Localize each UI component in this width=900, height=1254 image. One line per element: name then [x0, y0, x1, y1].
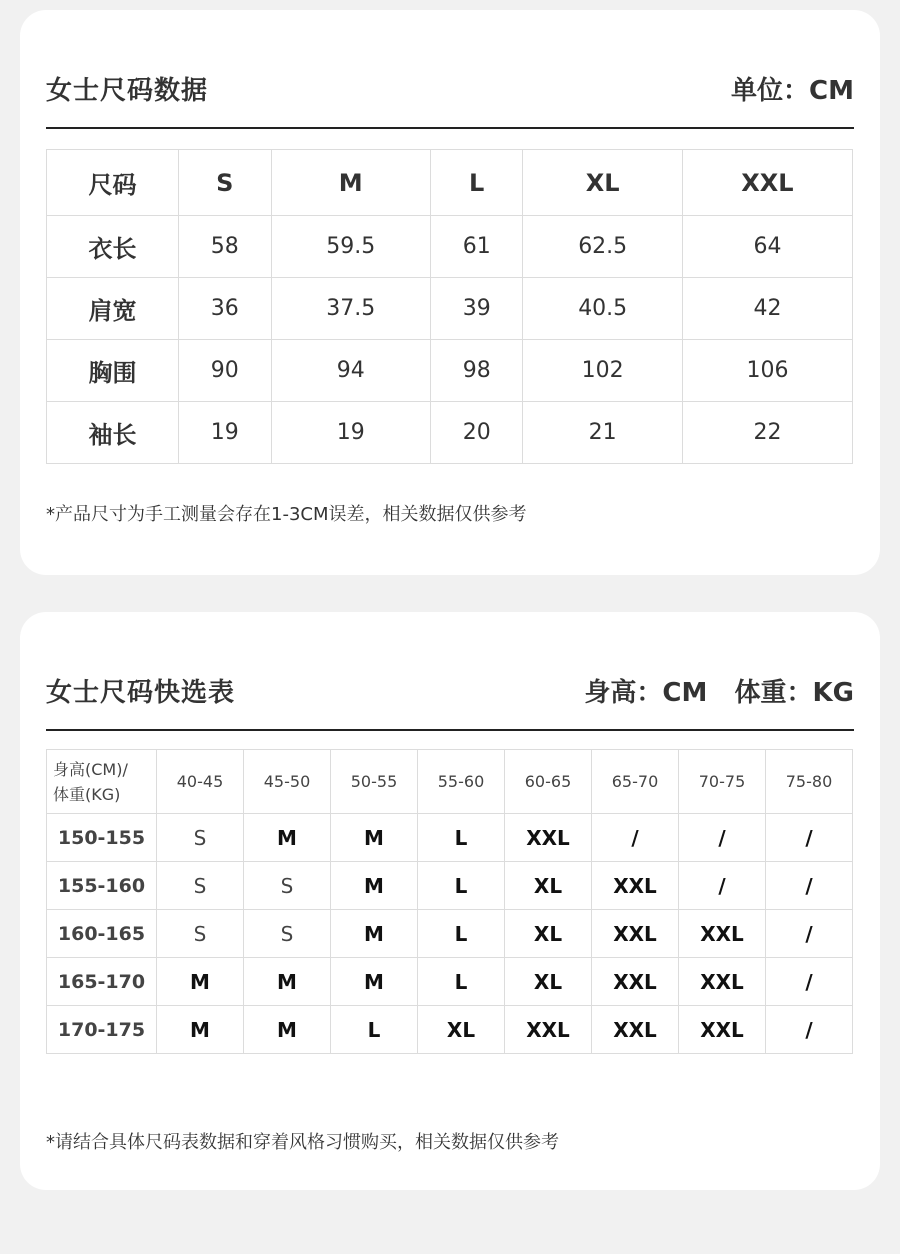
- header-divider: [46, 729, 854, 731]
- header-cell: 尺码: [47, 150, 179, 216]
- size-cell: XXL: [679, 958, 766, 1006]
- size-data-title: 女士尺码数据: [46, 76, 209, 106]
- table-row: [47, 340, 853, 402]
- table-row: [47, 278, 853, 340]
- table-cell: 94: [271, 340, 430, 402]
- table-row: [47, 1006, 853, 1054]
- size-cell: S: [157, 910, 244, 958]
- table-row: [47, 958, 853, 1006]
- size-cell: /: [766, 862, 853, 910]
- size-cell: M: [244, 814, 331, 862]
- size-data-table: [46, 149, 853, 464]
- table-cell: 22: [682, 402, 852, 464]
- size-cell: M: [157, 1006, 244, 1054]
- size-cell: M: [157, 958, 244, 1006]
- size-cell: L: [418, 910, 505, 958]
- table-cell: 61: [430, 216, 523, 278]
- corner-weight-label: 体重(KG): [53, 784, 121, 804]
- table-cell: 37.5: [271, 278, 430, 340]
- corner-height-label: 身高(CM)/: [53, 759, 128, 779]
- height-label: 170-175: [47, 1006, 157, 1054]
- table-cell: 106: [682, 340, 852, 402]
- weight-header: 70-75: [679, 750, 766, 814]
- size-cell: /: [766, 910, 853, 958]
- size-cell: /: [766, 1006, 853, 1054]
- table-cell: 59.5: [271, 216, 430, 278]
- size-cell: S: [157, 862, 244, 910]
- size-cell: S: [244, 910, 331, 958]
- weight-header: 60-65: [505, 750, 592, 814]
- size-cell: M: [331, 958, 418, 1006]
- header-cell: L: [430, 150, 523, 216]
- table-cell: 21: [523, 402, 682, 464]
- table-cell: 20: [430, 402, 523, 464]
- size-cell: S: [244, 862, 331, 910]
- size-cell: /: [592, 814, 679, 862]
- table-cell: 90: [179, 340, 272, 402]
- size-cell: XXL: [679, 1006, 766, 1054]
- quick-size-table: [46, 749, 853, 1054]
- size-cell: L: [418, 862, 505, 910]
- size-cell: XL: [418, 1006, 505, 1054]
- table-row: [47, 814, 853, 862]
- quick-size-note: *请结合具体尺码表数据和穿着风格习惯购买，相关数据仅供参考: [46, 1132, 559, 1153]
- table-cell: 19: [179, 402, 272, 464]
- table-cell: 64: [682, 216, 852, 278]
- table-cell: 58: [179, 216, 272, 278]
- row-label: 袖长: [47, 402, 179, 464]
- size-cell: /: [766, 958, 853, 1006]
- size-cell: /: [679, 814, 766, 862]
- size-cell: L: [418, 814, 505, 862]
- size-cell: M: [331, 862, 418, 910]
- row-label: 肩宽: [47, 278, 179, 340]
- size-cell: XXL: [592, 910, 679, 958]
- size-cell: /: [679, 862, 766, 910]
- header-divider: [46, 127, 854, 129]
- table-row: [47, 216, 853, 278]
- table-row: [47, 910, 853, 958]
- table-cell: 62.5: [523, 216, 682, 278]
- weight-header: 50-55: [331, 750, 418, 814]
- weight-header: 40-45: [157, 750, 244, 814]
- corner-cell: [47, 750, 157, 814]
- size-cell: XXL: [592, 958, 679, 1006]
- size-cell: M: [331, 814, 418, 862]
- size-cell: S: [157, 814, 244, 862]
- size-cell: XL: [505, 958, 592, 1006]
- size-cell: XXL: [679, 910, 766, 958]
- size-cell: XXL: [505, 814, 592, 862]
- size-cell: XL: [505, 862, 592, 910]
- table-header-row: [47, 750, 853, 814]
- weight-header: 45-50: [244, 750, 331, 814]
- table-cell: 98: [430, 340, 523, 402]
- table-row: [47, 862, 853, 910]
- height-label: 165-170: [47, 958, 157, 1006]
- table-cell: 40.5: [523, 278, 682, 340]
- size-cell: XXL: [505, 1006, 592, 1054]
- table-cell: 42: [682, 278, 852, 340]
- header-cell: M: [271, 150, 430, 216]
- height-label: 155-160: [47, 862, 157, 910]
- weight-header: 75-80: [766, 750, 853, 814]
- quick-size-title: 女士尺码快选表: [46, 678, 236, 708]
- size-cell: L: [331, 1006, 418, 1054]
- size-cell: M: [331, 910, 418, 958]
- size-cell: M: [244, 958, 331, 1006]
- header-cell: XXL: [682, 150, 852, 216]
- quick-size-unit: 身高：CM 体重：KG: [584, 678, 854, 708]
- size-cell: L: [418, 958, 505, 1006]
- size-data-header: [46, 70, 854, 107]
- table-cell: 19: [271, 402, 430, 464]
- quick-size-header: [46, 672, 854, 709]
- table-cell: 102: [523, 340, 682, 402]
- table-cell: 36: [179, 278, 272, 340]
- height-label: 160-165: [47, 910, 157, 958]
- header-cell: XL: [523, 150, 682, 216]
- size-cell: XXL: [592, 862, 679, 910]
- size-data-card: [20, 10, 880, 575]
- quick-size-card: [20, 612, 880, 1190]
- size-cell: M: [244, 1006, 331, 1054]
- size-data-unit: 单位：CM: [731, 76, 854, 106]
- table-row: [47, 402, 853, 464]
- size-data-note: *产品尺寸为手工测量会存在1-3CM误差，相关数据仅供参考: [46, 504, 527, 525]
- table-cell: 39: [430, 278, 523, 340]
- row-label: 胸围: [47, 340, 179, 402]
- row-label: 衣长: [47, 216, 179, 278]
- size-cell: XXL: [592, 1006, 679, 1054]
- table-header-row: [47, 150, 853, 216]
- size-cell: XL: [505, 910, 592, 958]
- weight-header: 55-60: [418, 750, 505, 814]
- weight-header: 65-70: [592, 750, 679, 814]
- header-cell: S: [179, 150, 272, 216]
- height-label: 150-155: [47, 814, 157, 862]
- size-cell: /: [766, 814, 853, 862]
